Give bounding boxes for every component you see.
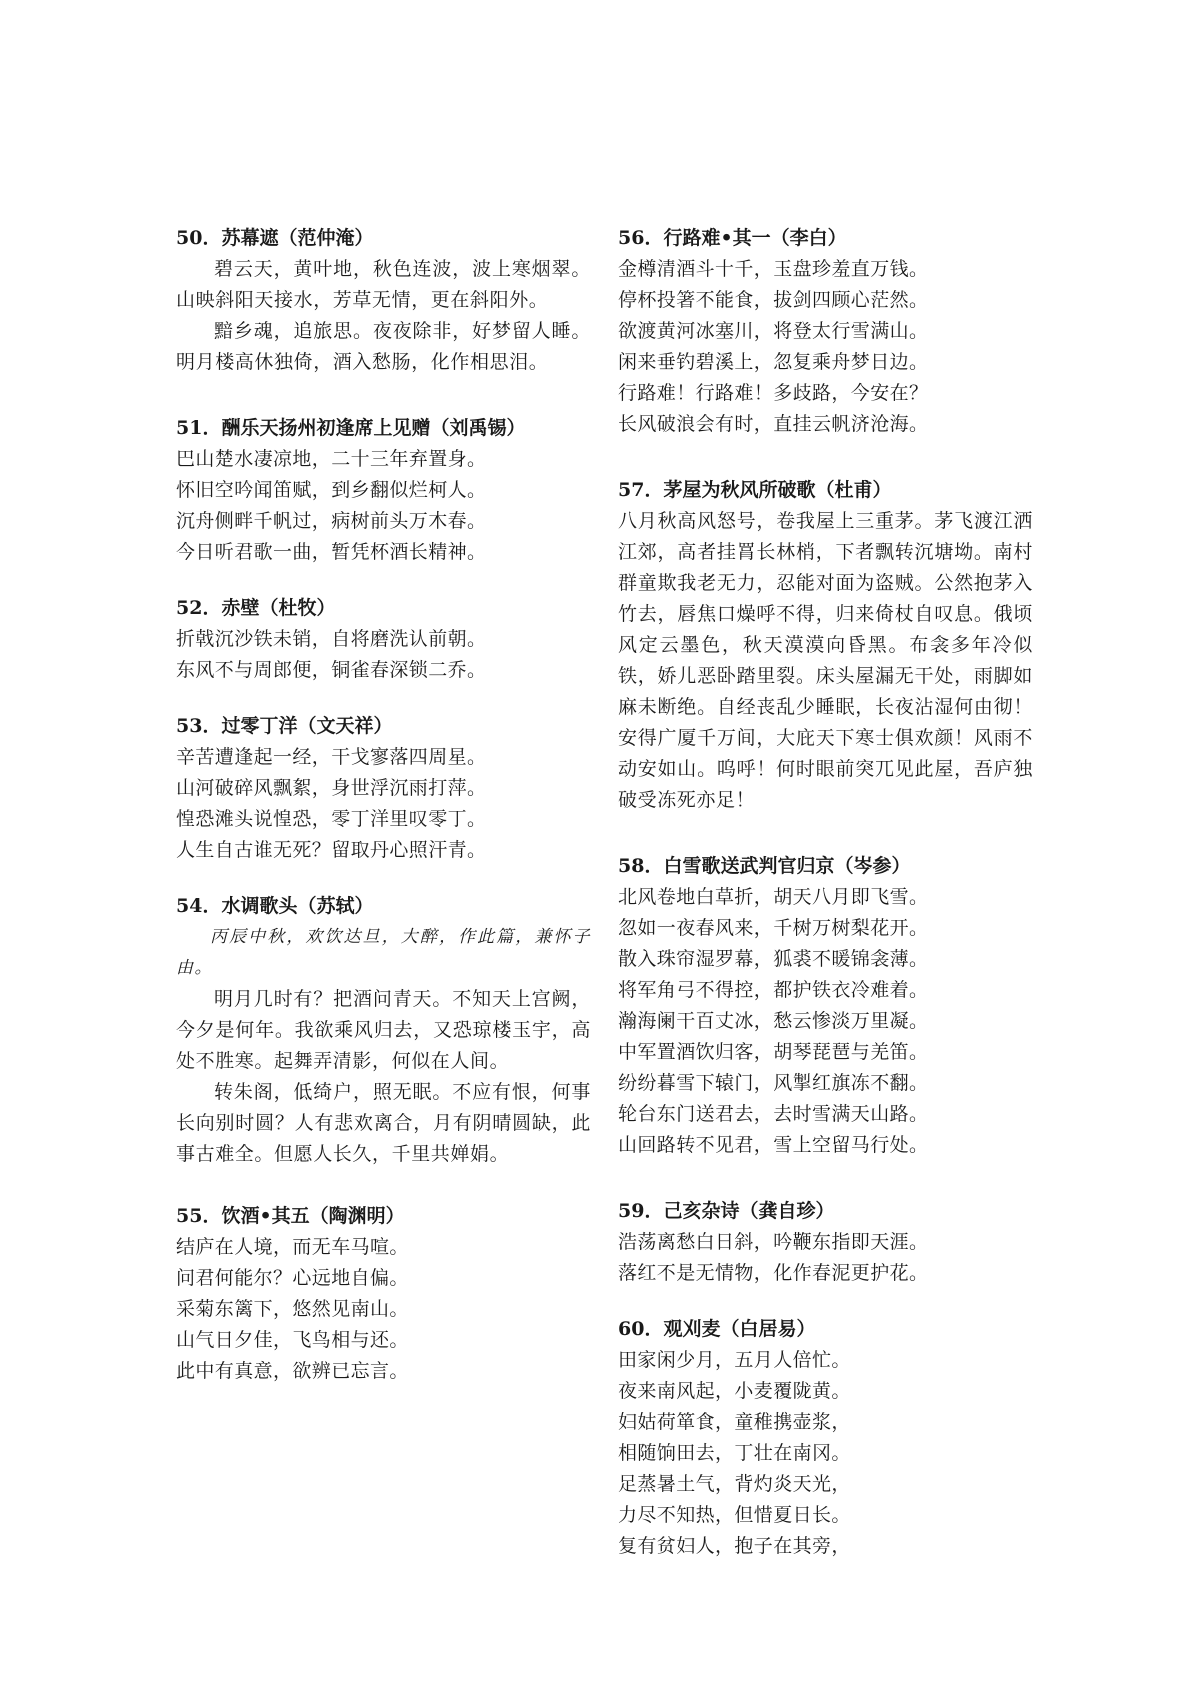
- poem-paragraph: 转朱阁，低绮户，照无眠。不应有恨，何事长向别时圆？人有悲欢离合，月有阴晴圆缺，此事古难全。但愿人长久，千里共婵娟。: [176, 1081, 591, 1165]
- poem-title: 60．观刈麦（白居易）: [618, 1318, 816, 1340]
- poem-line: 金樽清酒斗十千，玉盘珍羞直万钱。: [618, 258, 929, 280]
- poem-title: 53．过零丁洋（文天祥）: [176, 715, 393, 737]
- poem-line: 山河破碎风飘絮，身世浮沉雨打萍。: [176, 777, 487, 799]
- poem-line: 轮台东门送君去，去时雪满天山路。: [618, 1103, 929, 1125]
- poem-line: 沉舟侧畔千帆过，病树前头万木春。: [176, 510, 487, 532]
- poem-line: 问君何能尔？心远地自偏。: [176, 1267, 409, 1289]
- poem-line: 折戟沉沙铁未销，自将磨洗认前朝。: [176, 628, 487, 650]
- poem-line: 足蒸暑土气，背灼炎天光，: [618, 1473, 851, 1495]
- poem-paragraph: 碧云天，黄叶地，秋色连波，波上寒烟翠。山映斜阳天接水，芳草无情，更在斜阳外。: [176, 258, 591, 311]
- poem-line: 欲渡黄河冰塞川，将登太行雪满山。: [618, 320, 929, 342]
- right-column: [618, 222, 1033, 1562]
- left-column: [176, 222, 591, 1387]
- poem-line: 夜来南风起，小麦覆陇黄。: [618, 1380, 851, 1402]
- poem-paragraph: 八月秋高风怒号，卷我屋上三重茅。茅飞渡江洒江郊，高者挂罥长林梢，下者飘转沉塘坳。南村群童欺我老无力，忍能对面为盗贼。公然抱茅入竹去，唇焦口燥呼不得，归来倚杖自叹息。俄顷风定云墨色，秋天漠漠向昏黑。布衾多年冷似铁，娇儿恶卧踏里裂。床头屋漏无干处，雨脚如麻未断绝。自经丧乱少睡眠，长夜沾湿何由彻！安得广厦千万间，大庇天下寒士俱欢颜！风雨不动安如山。呜呼！何时眼前突兀见此屋，吾庐独破受冻死亦足！: [618, 510, 1033, 811]
- poem-57: [618, 474, 1033, 816]
- poem-line: 东风不与周郎便，铜雀春深锁二乔。: [176, 659, 487, 681]
- poem-title: 59．己亥杂诗（龚自珍）: [618, 1200, 835, 1222]
- poem-title: 52．赤壁（杜牧）: [176, 597, 336, 619]
- poem-line: 闲来垂钓碧溪上，忽复乘舟梦日边。: [618, 351, 929, 373]
- poem-line: 停杯投箸不能食，拔剑四顾心茫然。: [618, 289, 929, 311]
- poem-line: 此中有真意，欲辨已忘言。: [176, 1360, 409, 1382]
- poem-title: 51．酬乐天扬州初逢席上见赠（刘禹锡）: [176, 417, 526, 439]
- poem-line: 怀旧空吟闻笛赋，到乡翻似烂柯人。: [176, 479, 487, 501]
- poem-paragraph: 明月几时有？把酒问青天。不知天上宫阙，今夕是何年。我欲乘风归去，又恐琼楼玉宇，高处不胜寒。起舞弄清影，何似在人间。: [176, 988, 591, 1072]
- poem-line: 相随饷田去，丁壮在南冈。: [618, 1442, 851, 1464]
- poem-line: 山气日夕佳，飞鸟相与还。: [176, 1329, 409, 1351]
- poem-line: 落红不是无情物，化作春泥更护花。: [618, 1262, 929, 1284]
- poem-59: [618, 1195, 1033, 1289]
- poem-54: [176, 890, 591, 1170]
- poem-52: [176, 592, 591, 686]
- poem-line: 今日听君歌一曲，暂凭杯酒长精神。: [176, 541, 487, 563]
- poem-line: 纷纷暮雪下辕门，风掣红旗冻不翻。: [618, 1072, 929, 1094]
- poem-title: 54．水调歌头（苏轼）: [176, 895, 374, 917]
- poem-line: 妇姑荷箪食，童稚携壶浆，: [618, 1411, 851, 1433]
- poem-line: 山回路转不见君，雪上空留马行处。: [618, 1134, 929, 1156]
- poem-53: [176, 710, 591, 866]
- poem-line: 复有贫妇人，抱子在其旁，: [618, 1535, 851, 1557]
- poem-line: 北风卷地白草折，胡天八月即飞雪。: [618, 886, 929, 908]
- poem-title: 50．苏幕遮（范仲淹）: [176, 227, 374, 249]
- poem-line: 采菊东篱下，悠然见南山。: [176, 1298, 409, 1320]
- poem-50: [176, 222, 591, 378]
- poem-line: 力尽不知热，但惜夏日长。: [618, 1504, 851, 1526]
- poem-line: 田家闲少月，五月人倍忙。: [618, 1349, 851, 1371]
- poem-paragraph: 黯乡魂，追旅思。夜夜除非，好梦留人睡。明月楼高休独倚，酒入愁肠，化作相思泪。: [176, 320, 591, 373]
- poem-line: 中军置酒饮归客，胡琴琵琶与羌笛。: [618, 1041, 929, 1063]
- poem-line: 长风破浪会有时，直挂云帆济沧海。: [618, 413, 929, 435]
- poem-line: 辛苦遭逢起一经，干戈寥落四周星。: [176, 746, 487, 768]
- poem-line: 巴山楚水凄凉地，二十三年弃置身。: [176, 448, 487, 470]
- poem-line: 行路难！行路难！多歧路，今安在？: [618, 382, 929, 404]
- poem-line: 浩荡离愁白日斜，吟鞭东指即天涯。: [618, 1231, 929, 1253]
- poem-title: 57．茅屋为秋风所破歌（杜甫）: [618, 479, 892, 501]
- poem-56: [618, 222, 1033, 440]
- poem-line: 人生自古谁无死？留取丹心照汗青。: [176, 839, 487, 861]
- poem-line: 散入珠帘湿罗幕，狐裘不暖锦衾薄。: [618, 948, 929, 970]
- poem-58: [618, 850, 1033, 1161]
- poem-55: [176, 1200, 591, 1387]
- poem-line: 结庐在人境，而无车马喧。: [176, 1236, 409, 1258]
- poem-51: [176, 412, 591, 568]
- poem-title: 56．行路难•其一（李白）: [618, 227, 847, 249]
- poem-line: 将军角弓不得控，都护铁衣冷难着。: [618, 979, 929, 1001]
- poem-title: 58．白雪歌送武判官归京（岑参）: [618, 855, 911, 877]
- poem-line: 惶恐滩头说惶恐，零丁洋里叹零丁。: [176, 808, 487, 830]
- poem-line: 忽如一夜春风来，千树万树梨花开。: [618, 917, 929, 939]
- poem-title: 55．饮酒•其五（陶渊明）: [176, 1205, 405, 1227]
- poem-line: 瀚海阑干百丈冰，愁云惨淡万里凝。: [618, 1010, 929, 1032]
- poem-60: [618, 1313, 1033, 1562]
- poem-preface: 丙辰中秋，欢饮达旦，大醉，作此篇，兼怀子由。: [176, 927, 591, 978]
